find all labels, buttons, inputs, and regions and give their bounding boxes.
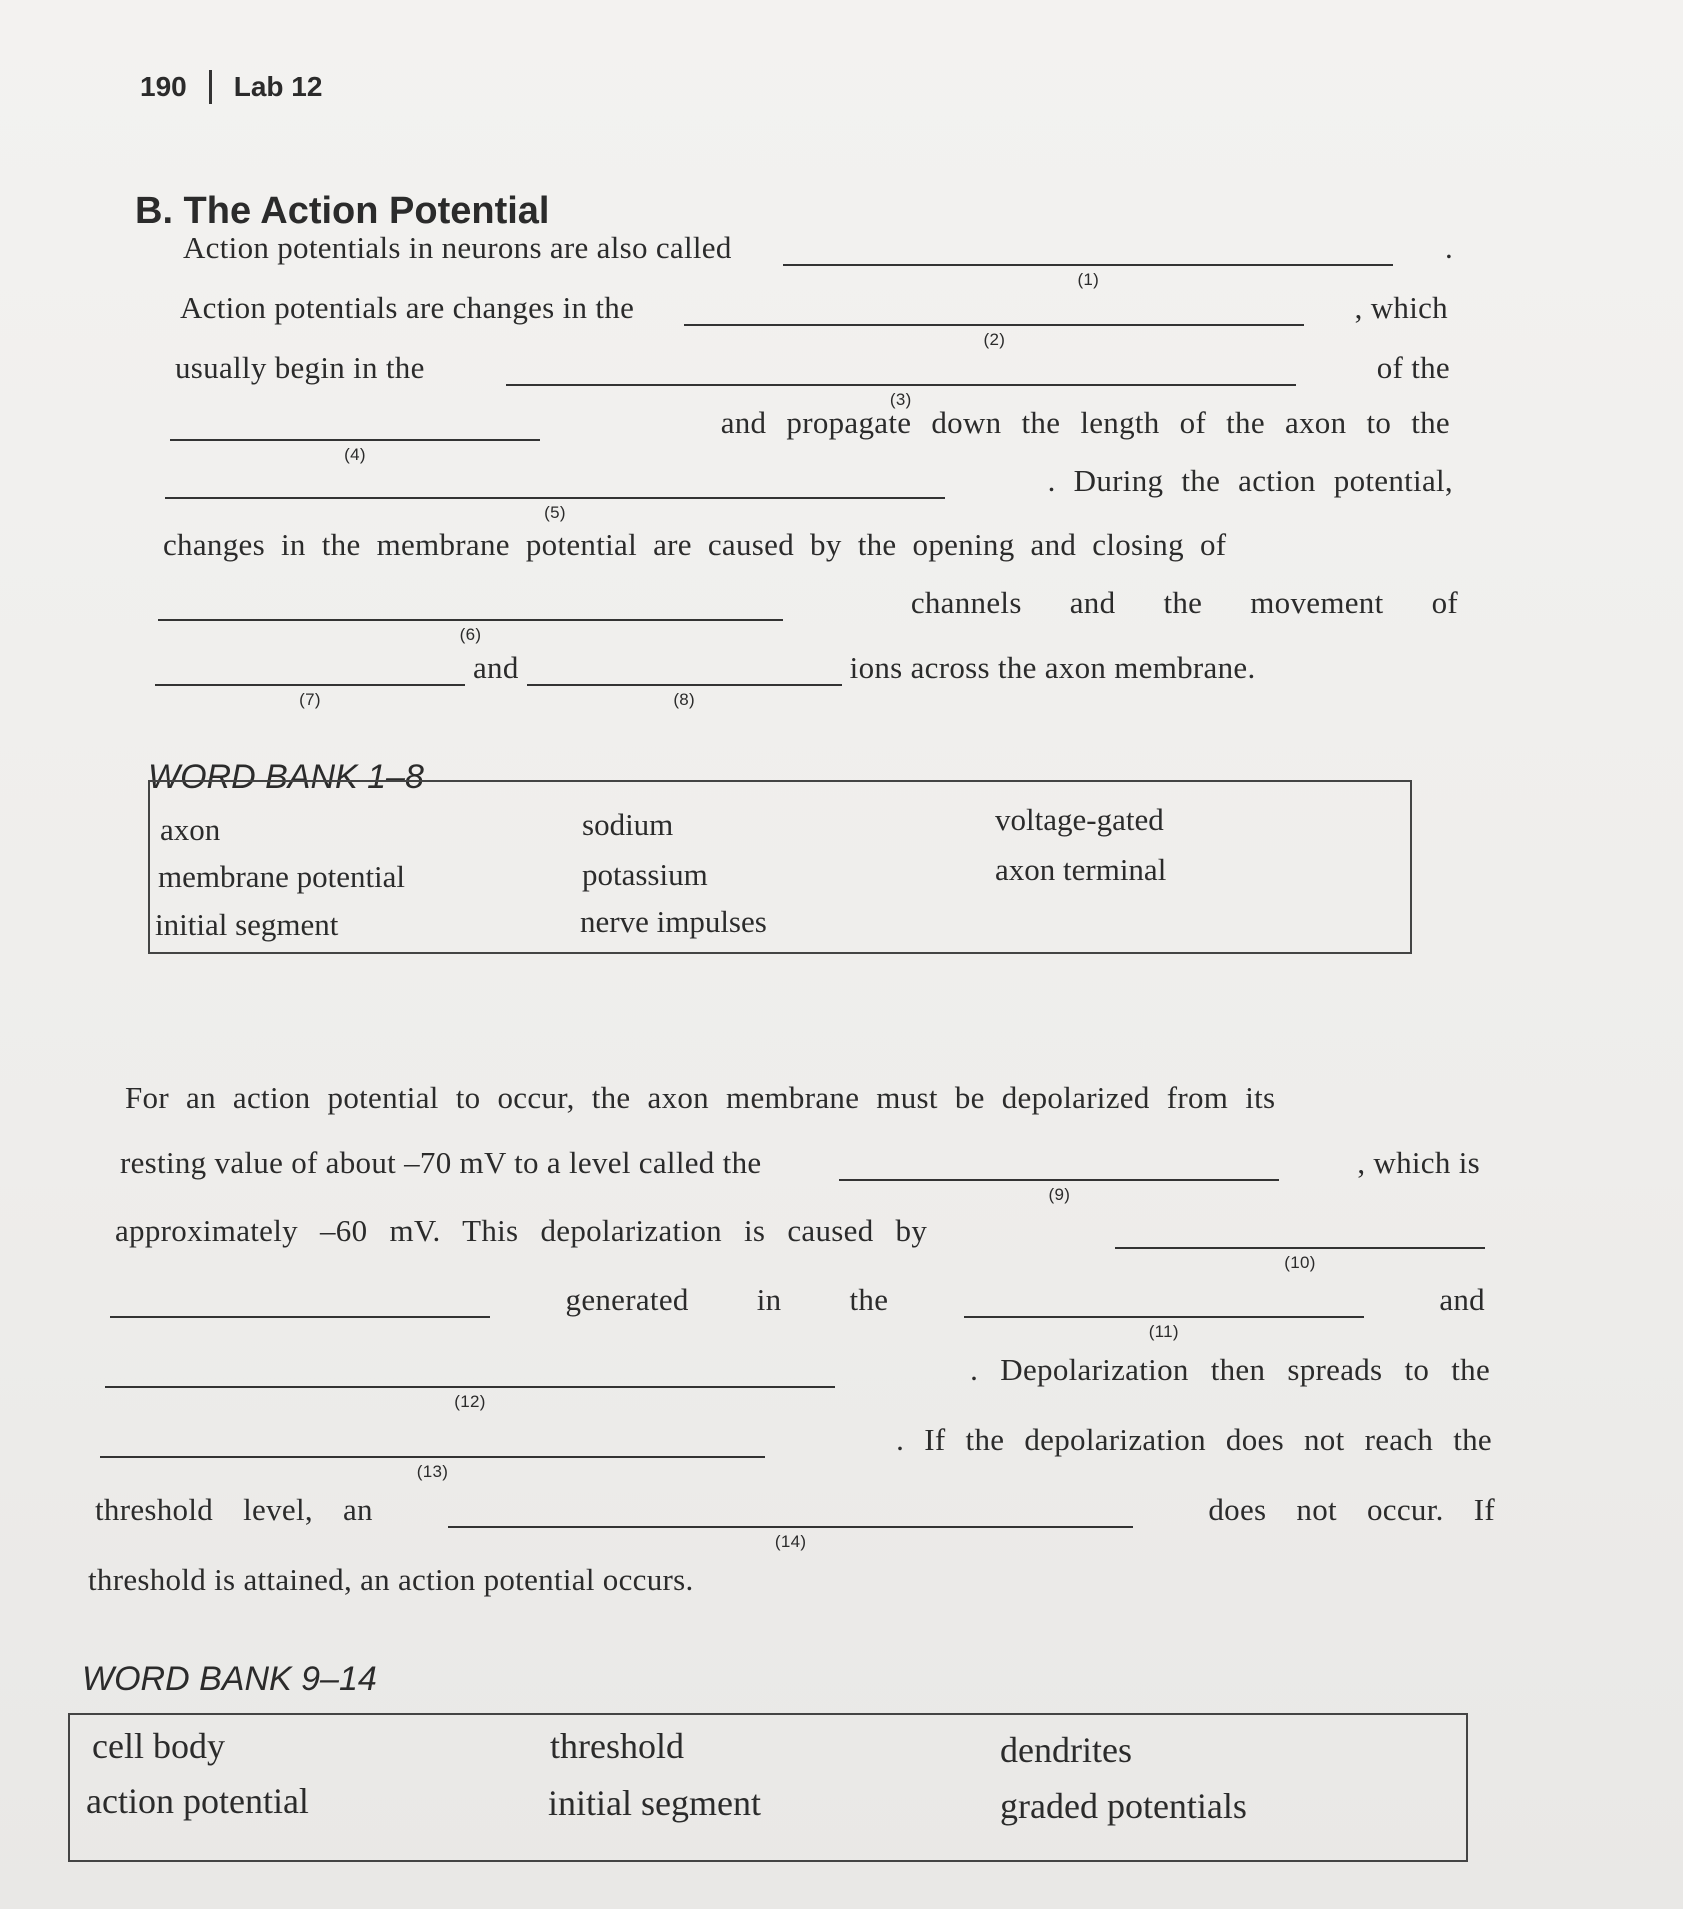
wordbank-2-item: action potential <box>86 1781 309 1821</box>
wordbank-1-item: axon <box>160 812 221 847</box>
p2-text-8: threshold is attained, an action potential occurs. <box>88 1562 694 1597</box>
wordbank-1-title: WORD BANK 1–8 <box>148 758 424 796</box>
wordbank-2-item: graded potentials <box>1000 1786 1247 1826</box>
p2-line-4 <box>110 1282 1485 1341</box>
blank-11[interactable] <box>964 1286 1364 1341</box>
wordbank-1-item: axon terminal <box>995 852 1167 887</box>
blank-4-number: (4) <box>344 445 366 464</box>
p2-text-3: approximately –60 mV. This depolarization is caused by <box>115 1213 928 1248</box>
blank-3-number: (3) <box>889 390 912 409</box>
wordbank-2-box <box>68 1713 1468 1862</box>
p2-end-4: and <box>1439 1282 1485 1317</box>
blank-8-number: (8) <box>673 690 696 709</box>
blank-14[interactable] <box>448 1496 1133 1551</box>
blank-7[interactable] <box>155 654 465 709</box>
p2-line-1 <box>125 1080 1475 1116</box>
p1-end-2: , which <box>1354 290 1448 325</box>
blank-10-cont[interactable] <box>110 1286 490 1318</box>
p1-line-5 <box>165 463 1453 522</box>
blank-11-number: (11) <box>1148 1322 1179 1341</box>
p1-text-4: and propagate down the length of the axon to the <box>720 405 1450 440</box>
blank-12-number: (12) <box>454 1392 486 1411</box>
blank-1-number: (1) <box>1077 270 1100 289</box>
p2-text-7: threshold level, an <box>95 1492 373 1527</box>
wordbank-1-item: nerve impulses <box>580 904 767 939</box>
blank-13-number: (13) <box>416 1462 449 1481</box>
blank-8[interactable] <box>527 654 842 709</box>
p1-line-4 <box>170 405 1450 464</box>
header-divider <box>209 70 212 104</box>
blank-14-number: (14) <box>774 1532 807 1551</box>
p2-end-5: . Depolarization then spreads to the <box>970 1352 1490 1387</box>
wordbank-1-item: initial segment <box>155 907 339 942</box>
blank-6-number: (6) <box>459 625 482 644</box>
p2-end-2: , which is <box>1357 1145 1480 1180</box>
p1-text-3: usually begin in the <box>175 350 425 385</box>
wordbank-2-item: cell body <box>92 1726 225 1766</box>
blank-12[interactable] <box>105 1356 835 1411</box>
blank-5-number: (5) <box>544 503 566 522</box>
p2-line-6 <box>100 1422 1492 1481</box>
p1-end-3: of the <box>1376 350 1450 385</box>
p2-mid-4: generated in the <box>565 1282 889 1317</box>
wordbank-1-item: sodium <box>582 807 674 842</box>
blank-1[interactable] <box>783 234 1393 289</box>
wordbank-1-item: potassium <box>582 857 708 892</box>
p2-line-8 <box>88 1562 1288 1598</box>
section-title: B. The Action Potential <box>135 190 550 232</box>
blank-2[interactable] <box>684 294 1304 349</box>
p2-line-2 <box>120 1145 1480 1204</box>
p2-line-3 <box>115 1213 1485 1272</box>
p1-line-6 <box>163 527 1458 563</box>
wordbank-1-item: membrane potential <box>158 859 406 894</box>
p1-text-5: . During the action potential, <box>1047 463 1453 498</box>
wordbank-1-box <box>148 780 1412 954</box>
p2-text-1: For an action potential to occur, the axon membrane must be depolarized from its <box>125 1080 1276 1115</box>
lab-label: Lab 12 <box>233 71 323 102</box>
p1-end-8: ions across the axon membrane. <box>849 650 1256 685</box>
wordbank-2-item: dendrites <box>1000 1730 1132 1770</box>
p1-text-1: Action potentials in neurons are also called <box>183 230 732 265</box>
p2-end-6: . If the depolarization does not reach the <box>896 1422 1492 1457</box>
page-number: 190 <box>140 71 187 102</box>
p2-text-2: resting value of about –70 mV to a level called the <box>120 1145 762 1180</box>
wordbank-2-item: threshold <box>550 1726 684 1766</box>
blank-6[interactable] <box>158 589 783 644</box>
blank-2-number: (2) <box>983 330 1006 349</box>
p1-end-1: . <box>1444 230 1453 265</box>
p1-mid-8: and <box>473 650 519 685</box>
blank-10[interactable] <box>1115 1217 1485 1272</box>
p1-line-2 <box>180 290 1448 349</box>
p1-line-8 <box>155 650 1320 709</box>
p1-text-7: channels and the movement of <box>910 585 1458 620</box>
blank-10-number: (10) <box>1284 1253 1316 1272</box>
blank-13[interactable] <box>100 1426 765 1481</box>
p2-end-7: does not occur. If <box>1208 1492 1495 1527</box>
wordbank-1-item: voltage-gated <box>995 802 1164 837</box>
p1-text-6: changes in the membrane potential are caused by the opening and closing of <box>163 527 1227 562</box>
p2-line-7 <box>95 1492 1495 1551</box>
wordbank-2-title: WORD BANK 9–14 <box>82 1660 377 1698</box>
wordbank-2-item: initial segment <box>548 1783 761 1823</box>
p2-line-5 <box>105 1352 1490 1411</box>
p1-text-2: Action potentials are changes in the <box>180 290 635 325</box>
page-header <box>140 70 322 104</box>
blank-5[interactable] <box>165 467 945 522</box>
blank-9-number: (9) <box>1048 1185 1071 1204</box>
blank-4[interactable] <box>170 409 540 464</box>
blank-9[interactable] <box>839 1149 1279 1204</box>
p1-line-7 <box>158 585 1458 644</box>
p1-line-1 <box>183 230 1453 289</box>
blank-3[interactable] <box>506 354 1296 409</box>
blank-7-number: (7) <box>299 690 321 709</box>
p1-line-3 <box>175 350 1450 409</box>
